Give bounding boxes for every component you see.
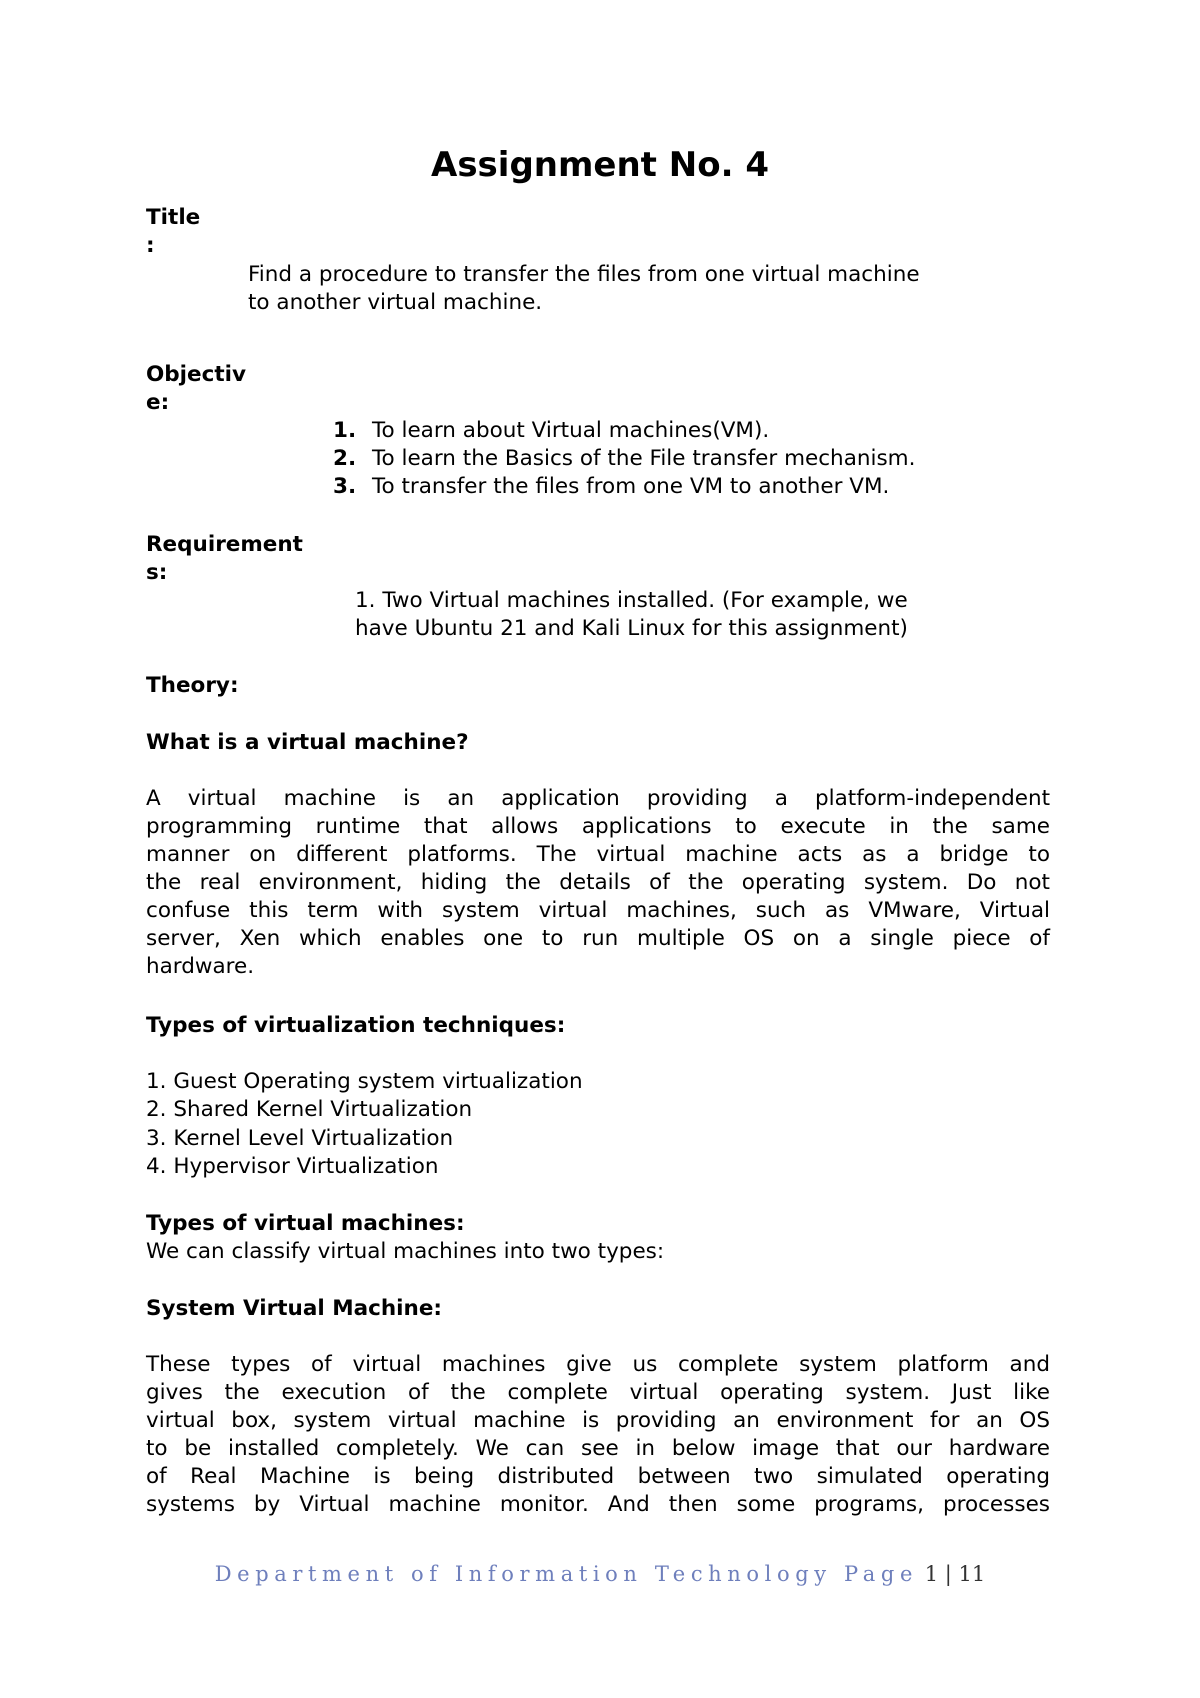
paragraph-line: systems by Virtual machine monitor. And then some programs, processes xyxy=(146,1492,1050,1517)
footer-department: Department of Information Technology Page xyxy=(214,1562,918,1586)
page-footer xyxy=(0,1562,1200,1586)
objective-item xyxy=(330,473,915,501)
vm-heading: What is a virtual machine? xyxy=(146,730,469,755)
title-text xyxy=(248,261,920,317)
paragraph-line: the real environment, hiding the details of the operating system. Do not xyxy=(146,870,1050,895)
objective-label xyxy=(146,361,246,417)
system-vm-paragraph xyxy=(146,1351,1050,1519)
paragraph-line: manner on different platforms. The virtual machine acts as a bridge to xyxy=(146,842,1050,867)
requirements-text-line: 1. Two Virtual machines installed. (For example, we xyxy=(355,588,908,613)
objective-item xyxy=(330,417,915,445)
objective-text: To learn about Virtual machines(VM). xyxy=(372,418,770,443)
objective-number: 2. xyxy=(333,446,357,471)
title-label xyxy=(146,204,200,260)
paragraph-line: hardware. xyxy=(146,954,255,979)
paragraph-line: server, Xen which enables one to run multiple OS on a single piece of xyxy=(146,926,1050,951)
paragraph-line: programming runtime that allows applications to execute in the same xyxy=(146,814,1050,839)
objective-text: To transfer the files from one VM to another VM. xyxy=(372,474,890,499)
title-text-line: Find a procedure to transfer the files from one virtual machine xyxy=(248,262,920,287)
types-heading: Types of virtual machines: xyxy=(146,1211,465,1236)
paragraph-line: virtual box, system virtual machine is providing an environment for an OS xyxy=(146,1408,1050,1433)
objective-item xyxy=(330,445,915,473)
footer-page-number: 1 xyxy=(924,1562,939,1586)
objective-label-line: e: xyxy=(146,390,170,415)
paragraph-line: confuse this term with system virtual machines, such as VMware, Virtual xyxy=(146,898,1050,923)
title-label-line: Title xyxy=(146,205,201,230)
paragraph-line: These types of virtual machines give us complete system platform and xyxy=(146,1352,1050,1377)
requirements-text xyxy=(355,587,908,643)
objective-label-line: Objectiv xyxy=(146,362,247,387)
vm-paragraph xyxy=(146,785,1050,981)
paragraph-line: A virtual machine is an application providing a platform-independent xyxy=(146,786,1050,811)
objective-number: 3. xyxy=(333,474,357,499)
types-intro: We can classify virtual machines into two types: xyxy=(146,1239,665,1264)
techniques-list xyxy=(146,1068,583,1181)
technique-item: 1. Guest Operating system virtualization xyxy=(146,1069,583,1094)
objective-text: To learn the Basics of the File transfer mechanism. xyxy=(372,446,916,471)
requirements-label xyxy=(146,531,303,587)
techniques-heading: Types of virtualization techniques: xyxy=(146,1013,566,1038)
title-text-line: to another virtual machine. xyxy=(248,290,543,315)
system-vm-heading: System Virtual Machine: xyxy=(146,1296,443,1321)
footer-separator: | xyxy=(944,1562,952,1586)
objective-number: 1. xyxy=(333,418,357,443)
page-title: Assignment No. 4 xyxy=(431,145,769,185)
technique-item: 4. Hypervisor Virtualization xyxy=(146,1153,439,1179)
footer-total-pages: 11 xyxy=(958,1562,986,1586)
paragraph-line: of Real Machine is being distributed between two simulated operating xyxy=(146,1464,1050,1489)
objectives-list xyxy=(330,417,915,501)
requirements-text-line: have Ubuntu 21 and Kali Linux for this assignment) xyxy=(355,616,908,641)
technique-item: 2. Shared Kernel Virtualization xyxy=(146,1097,473,1123)
title-label-line: : xyxy=(146,233,155,258)
paragraph-line: to be installed completely. We can see in below image that our hardware xyxy=(146,1436,1050,1461)
requirements-label-line: Requirement xyxy=(146,532,303,557)
requirements-label-line: s: xyxy=(146,560,168,585)
theory-heading: Theory: xyxy=(146,673,239,698)
technique-item: 3. Kernel Level Virtualization xyxy=(146,1125,454,1151)
paragraph-line: gives the execution of the complete virtual operating system. Just like xyxy=(146,1380,1050,1405)
